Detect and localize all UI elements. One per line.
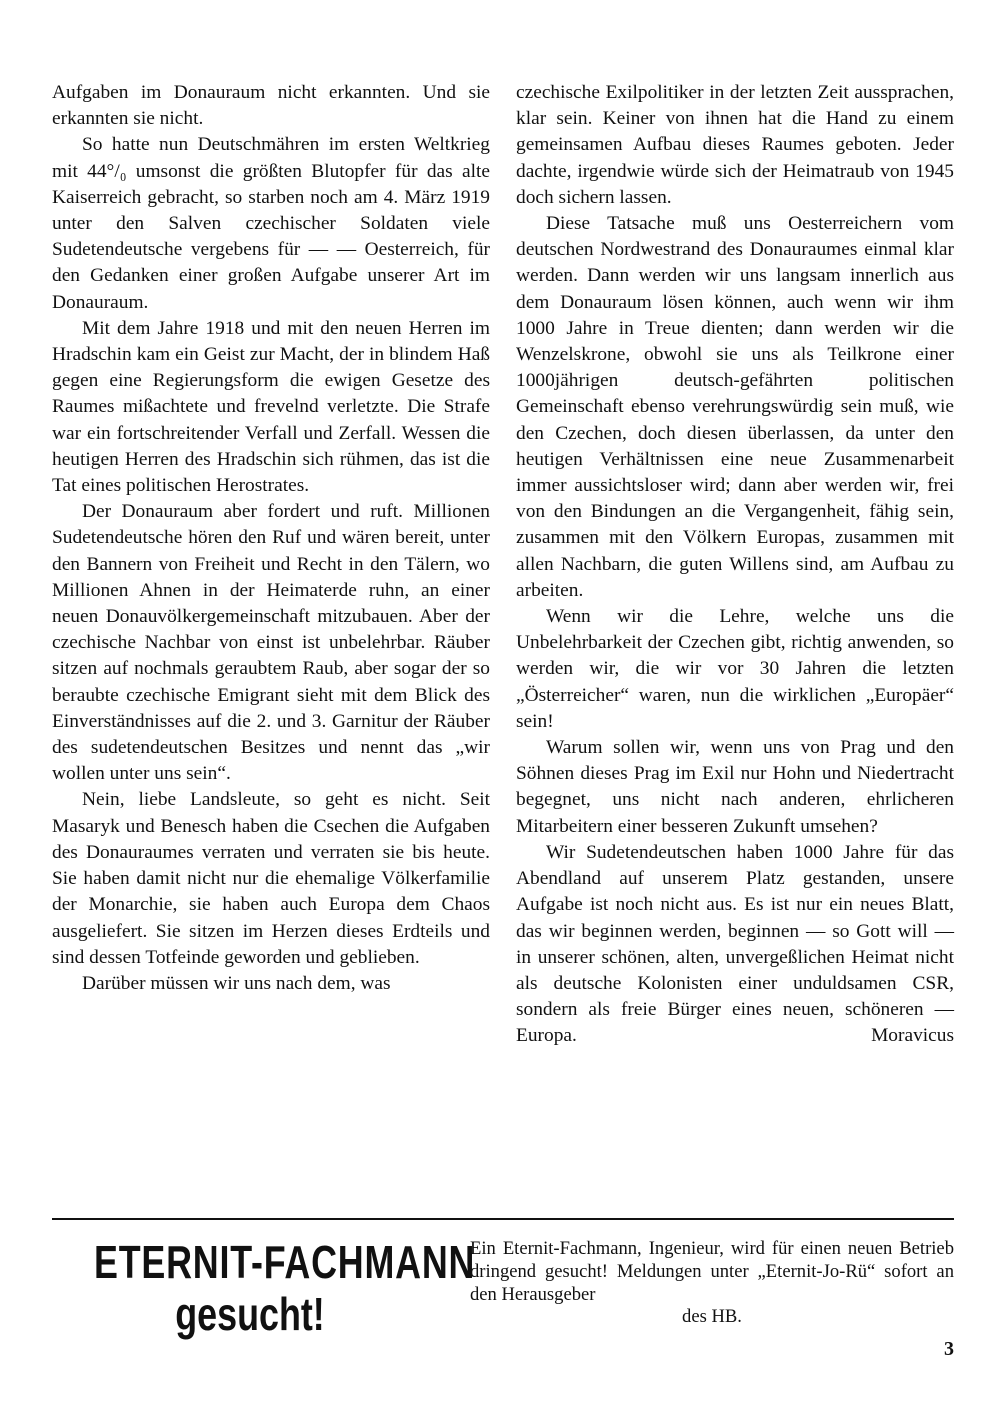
ad-body-text: Ein Eternit-Fachmann, Ingenieur, wird für einen neuen Betrieb dringend gesucht! Meldungen unter „Eternit-Jo-Rü“ sofort an den Herausgeber (470, 1238, 954, 1305)
article-paragraph: Der Donauraum aber fordert und ruft. Millionen Sudetendeutsche hören den Ruf und wären bereit, unter den Bannern von Freiheit und Recht in den Tälern, wo Millionen Ahnen in der Heimaterde ruhn, an einer neuen Donauvölkergemeinschaft mitzubauen. Aber der czechische Nachbar von einst ist unbelehrbar. Räuber sitzen auf nochmals geraubtem Raub, aber sogar der so beraubte czechische Emigrant sieht mit dem Blick des Einverständnisses auf die 2. und 3. Garnitur der Räuber des sudetendeutschen Besitzes und nennt das „wir wollen unter uns sein“. (52, 501, 490, 785)
article-paragraph: czechische Exilpolitiker in der letzten Zeit aussprachen, klar sein. Keiner von ihnen hat die Hand zu einem gemeinsamen Aufbau dieses Raumes geboten. Jeder dachte, irgendwie würde sich der Heimatraub von 1945 doch sichern lassen. (516, 82, 954, 208)
ad-body (470, 1238, 954, 1329)
ad-body-last-line: des HB. (682, 1306, 742, 1328)
article-paragraph: So hatte nun Deutschmähren im ersten Weltkrieg mit 44°/₀ umsonst die größten Blutopfer für das alte Kaiserreich gebracht, so starben noch am 4. März 1919 unter den Salven czechischer Soldaten viele Sudetendeutsche vergebens für — — Oesterreich, für den Gedanken einer großen Aufgabe unserer Art im Donauraum. (52, 134, 490, 313)
author-signature: Moravicus (871, 1025, 954, 1047)
article-paragraph: Diese Tatsache muß uns Oesterreichern vom deutschen Nordwestrand des Donauraumes einmal klar werden. Dann werden wir uns langsam innerlich aus dem Donauraum lösen können, auch wenn wir ihm 1000 Jahre in Treue dienten; dann werden wir die Wenzelskrone, obwohl sie uns als Teilkrone einer 1000jährigen deutsch-gefährten politischen Gemeinschaft ebenso verehrungswürdig sein muß, wie den Czechen, doch diesen überlassen, da unter den heutigen Verhältnissen eine neue Zusammenarbeit immer aussichtsloser wird; dann aber werden wir, frei von den Bindungen an die Vergangenheit, fähig sein, zusammen mit den Völkern Europas, zusammen mit allen Nachbarn, die guten Willens sind, am Aufbau zu arbeiten. (516, 213, 954, 601)
article-paragraph: Mit dem Jahre 1918 und mit den neuen Herren im Hradschin kam ein Geist zur Macht, der in blindem Haß gegen eine Regierungsform die ewigen Gesetze des Raumes mißachtete und frevelnd verletzte. Die Strafe war ein fortschreitender Verfall und Zerfall. Wessen die heutigen Herren des Hradschin sich rühmen, das ist die Tat eines politischen Herostrates. (52, 317, 490, 497)
ad-subheadline: gesucht! (175, 1288, 325, 1340)
page-number: 3 (944, 1338, 954, 1360)
article-paragraph-final (516, 840, 954, 1050)
section-divider (52, 1218, 954, 1220)
article-right-column (516, 80, 954, 1050)
article-left-column (52, 80, 490, 997)
article-paragraph: Warum sollen wir, wenn uns von Prag und den Söhnen dieses Prag im Exil nur Hohn und Niedertracht begegnet, uns nicht nach anderen, ehrlicheren Mitarbeitern einer besseren Zukunft umsehen? (516, 737, 954, 837)
article-paragraph: Aufgaben im Donauraum nicht erkannten. Und sie erkannten sie nicht. (52, 82, 490, 130)
ad-headline-block (50, 1236, 476, 1340)
article-paragraph-text: Wir Sudetendeutschen haben 1000 Jahre für das Abendland auf unserem Platz gestanden, unsere Aufgabe ist noch nicht aus. Es ist nur ein neues Blatt, das wir beginnen werden, beginnen — so Gott will — in unserer schönen, alten, unvergeßlichen Heimat nicht als deutsche Kolonisten einer unduldsamen CSR, sondern als freie Bürger eines neuen, schöneren — Europa. (516, 841, 954, 1047)
article-paragraph: Darüber müssen wir uns nach dem, was (82, 972, 391, 994)
ad-headline: ETERNIT-FACHMANN (94, 1236, 476, 1288)
article-paragraph: Nein, liebe Landsleute, so geht es nicht. Seit Masaryk und Benesch haben die Csechen die Aufgaben des Donauraumes verraten und verraten sie bis heute. Sie haben damit nicht nur die ehemalige Völkerfamilie der Monarchie, sie haben auch Europa dem Chaos ausgeliefert. Sie sitzen im Herzen dieses Erdteils und sind dessen Totfeinde geworden und geblieben. (52, 789, 490, 968)
article-paragraph: Wenn wir die Lehre, welche uns die Unbelehrbarkeit der Czechen gibt, richtig anwenden, so werden wir, die wir vor 30 Jahren die letzten „Österreicher“ waren, nun die wirklichen „Europäer“ sein! (516, 606, 954, 732)
